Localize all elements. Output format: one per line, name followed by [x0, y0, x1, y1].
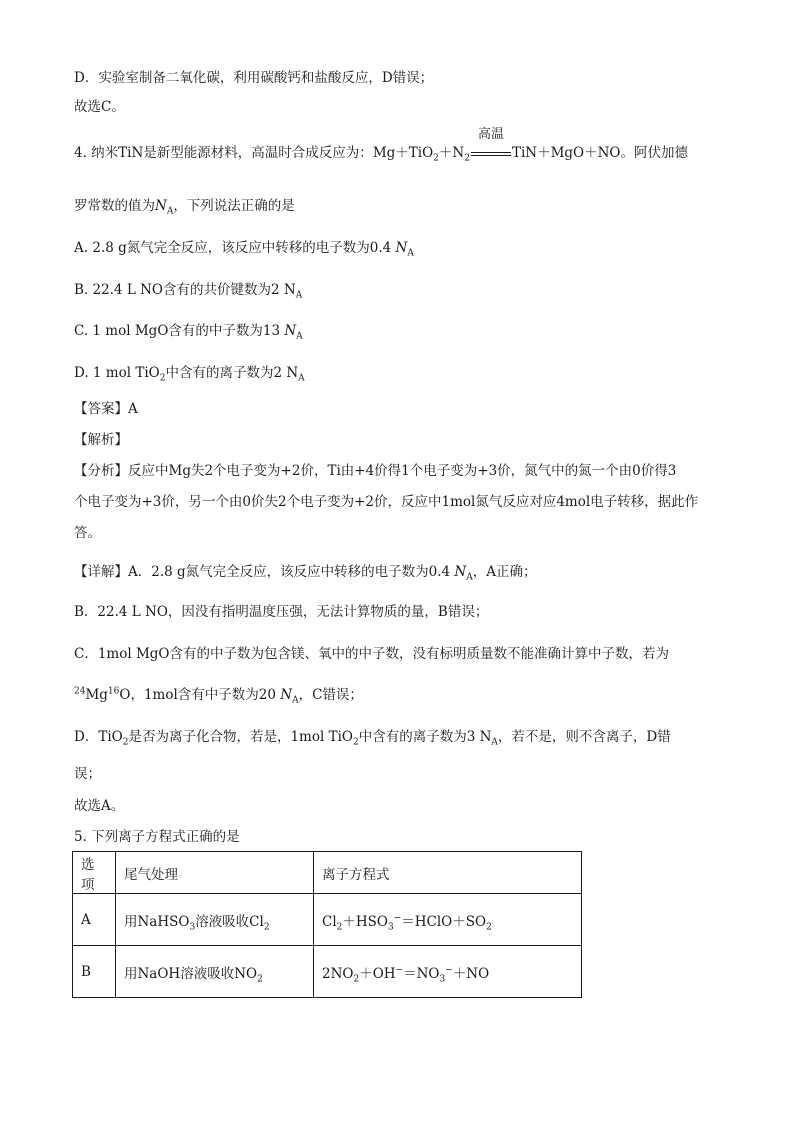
- answer: 【答案】A: [74, 401, 138, 417]
- option-b: [74, 280, 302, 300]
- symbol: N: [395, 240, 408, 256]
- question-4-stem: [74, 127, 689, 164]
- text: C. 1 mol MgO含有的中子数为13: [74, 323, 281, 339]
- conclusion: 故选A。: [74, 798, 125, 814]
- symbol: N: [454, 564, 467, 580]
- detail-b: B．22.4 L NO，因没有指明温度压强，无法计算物质的量，B错误；: [74, 604, 489, 620]
- subscript: 2: [159, 373, 166, 384]
- equation-mid: ＋N: [438, 145, 465, 161]
- text: ，若不是，则不含离子，D错: [497, 729, 671, 745]
- text: A. 2.8 g氮气完全反应，该反应中转移的电子数为0.4: [74, 240, 392, 256]
- table-header-row: [73, 852, 582, 894]
- text: 4. 纳米TiN是新型能源材料，高温时合成反应为：: [74, 145, 373, 161]
- text: Mg: [85, 687, 108, 703]
- text-line: 故选C。: [74, 99, 125, 115]
- text: 中含有的离子数为3 N: [358, 729, 492, 745]
- symbol: N: [155, 198, 167, 214]
- subscript: A: [296, 331, 303, 342]
- table-cell: A: [73, 894, 116, 946]
- subscript: 2: [122, 737, 129, 748]
- option-d: [74, 363, 305, 383]
- text: B. 22.4 L NO含有的共价键数为2 N: [74, 282, 296, 298]
- superscript: 16: [107, 686, 120, 697]
- text: D. 1 mol TiO: [74, 365, 160, 381]
- text: ，C错误；: [298, 687, 363, 703]
- subscript: A: [491, 737, 498, 748]
- subscript: 2: [352, 737, 359, 748]
- subscript: 2: [464, 153, 470, 164]
- text: 。阿伏加德: [620, 145, 689, 161]
- equation-left: Mg＋TiO: [372, 145, 434, 161]
- symbol: N: [284, 323, 297, 339]
- analysis-heading: 【解析】: [74, 432, 128, 448]
- detail-c: C．1mol MgO含有的中子数为包含镁、氧中的中子数，没有标明质量数不能准确计算中子数，若为: [74, 646, 669, 662]
- subscript: A: [407, 248, 414, 259]
- text: D．TiO: [74, 729, 123, 745]
- subscript: A: [292, 695, 299, 706]
- question-5-stem: 5. 下列离子方程式正确的是: [74, 829, 240, 845]
- detail-d-2: 误；: [74, 766, 101, 782]
- subscript: A: [466, 572, 473, 583]
- text: 【详解】A．2.8 g氮气完全反应，该反应中转移的电子数为0.4: [74, 564, 451, 580]
- superscript: 24: [74, 686, 86, 697]
- text: ，下列说法正确的是: [173, 198, 295, 214]
- detail-a: [74, 562, 536, 582]
- table-row: [73, 894, 582, 946]
- ion-equation-table: [72, 851, 582, 998]
- equation-right: TiN＋MgO＋NO: [511, 145, 621, 161]
- reaction-arrow: [471, 127, 511, 163]
- text: ，A正确；: [472, 564, 537, 580]
- subscript: A: [298, 373, 305, 384]
- analysis-line: 个电子变为+3价，另一个由0价失2个电子变为+2价，反应中1mol氮气反应对应4mol电子转移，据此作: [74, 494, 699, 510]
- text: O，1mol含有中子数为20: [119, 687, 276, 703]
- table-cell: B: [73, 946, 116, 998]
- subscript: 2: [433, 153, 439, 164]
- question-4-stem-2: [74, 196, 295, 216]
- option-c: [74, 321, 303, 341]
- table-cell: $Cl_2+HSO_3^-=HClO+SO_2$: [314, 894, 582, 946]
- table-header: 离子方程式: [314, 852, 582, 894]
- detail-c-2: [74, 685, 363, 705]
- reaction-condition: 高温: [477, 127, 504, 142]
- analysis-line: 答。: [74, 525, 101, 541]
- subscript: A: [295, 290, 303, 301]
- table-cell: 用NaHSO$_3$溶液吸收$Cl_2$: [116, 894, 314, 946]
- table-header: 尾气处理: [116, 852, 314, 894]
- text: 中含有的离子数为2 N: [165, 365, 299, 381]
- text: 是否为离子化合物，若是，1mol TiO: [128, 729, 353, 745]
- analysis-line: 【分析】反应中Mg失2个电子变为+2价，Ti由+4价得1个电子变为+3价，氮气中的氮一个由0价得3: [74, 463, 677, 479]
- symbol: N: [280, 687, 293, 703]
- table-header: 选项: [73, 852, 116, 894]
- subscript: A: [166, 206, 174, 217]
- table-cell: $2NO_2+OH^-=NO_3^-+NO$: [314, 946, 582, 998]
- table-row: [73, 946, 582, 998]
- table-cell: 用NaOH溶液吸收$NO_2$: [116, 946, 314, 998]
- text: 罗常数的值为: [74, 198, 155, 214]
- option-a: [74, 238, 414, 258]
- text-line: D．实验室制备二氧化碳，利用碳酸钙和盐酸反应，D错误；: [74, 70, 434, 86]
- detail-d: [74, 727, 671, 747]
